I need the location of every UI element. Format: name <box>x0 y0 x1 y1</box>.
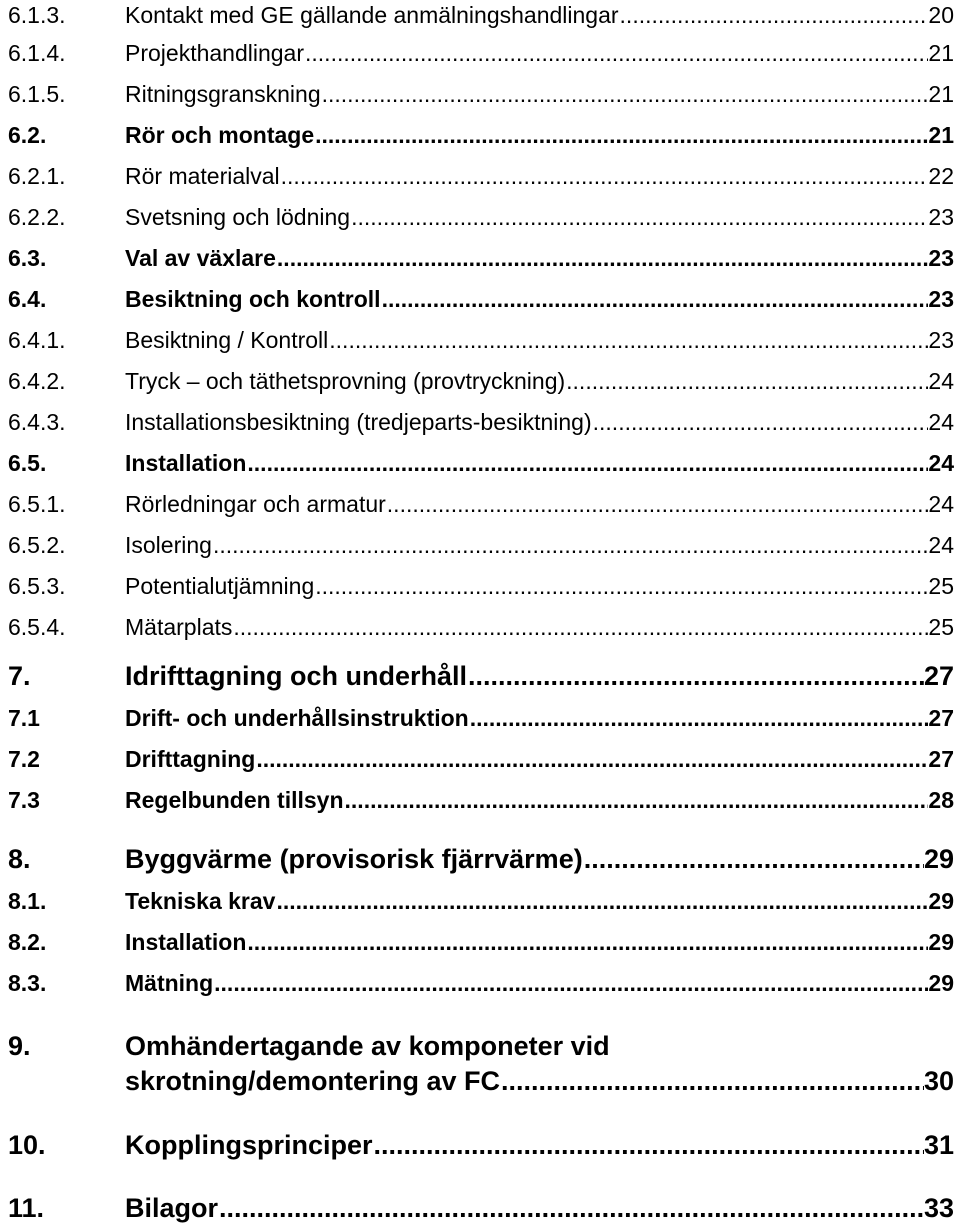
toc-entry[interactable] <box>8 115 954 156</box>
toc-dot-leader <box>321 74 929 115</box>
toc-entry-number: 6.5.3. <box>8 573 66 599</box>
toc-entry-number: 7. <box>8 661 31 691</box>
toc-entry-page: 27 <box>928 705 954 731</box>
toc-entry-title: Ritningsgranskning <box>125 81 321 107</box>
toc-entry-number: 8. <box>8 844 31 874</box>
toc-entry-number: 6.1.5. <box>8 81 66 107</box>
toc-entry[interactable] <box>8 922 954 963</box>
toc-entry-title: Tekniska krav <box>125 888 276 914</box>
toc-entry[interactable] <box>8 1188 954 1229</box>
toc-entry-title: Rör materialval <box>125 163 280 189</box>
toc-entry-page: 29 <box>928 888 954 914</box>
toc-entry[interactable] <box>8 197 954 238</box>
toc-dot-leader <box>255 739 928 780</box>
toc-dot-leader <box>467 656 924 697</box>
toc-dot-leader <box>314 566 928 607</box>
toc-entry[interactable] <box>8 656 954 697</box>
toc-entry-page: 33 <box>923 1193 954 1223</box>
toc-dot-leader <box>350 197 928 238</box>
toc-dot-leader <box>592 402 929 443</box>
toc-entry-page: 29 <box>928 929 954 955</box>
toc-entry-number: 6.1.4. <box>8 40 66 66</box>
toc-dot-leader <box>280 156 929 197</box>
toc-entry[interactable] <box>8 33 954 74</box>
toc-entry-number: 6.5. <box>8 450 47 476</box>
toc-entry-number: 8.1. <box>8 888 47 914</box>
toc-dot-leader <box>565 361 928 402</box>
toc-entry[interactable] <box>8 156 954 197</box>
toc-entry-page: 23 <box>928 286 954 312</box>
toc-entry-title: Potentialutjämning <box>125 573 315 599</box>
toc-dot-leader <box>276 238 928 279</box>
toc-dot-leader <box>246 443 928 484</box>
toc-entry-number: 8.2. <box>8 929 47 955</box>
toc-dot-leader <box>275 881 928 922</box>
toc-entry-number: 6.4.1. <box>8 327 66 353</box>
toc-entry-page: 25 <box>928 573 954 599</box>
toc-entry[interactable] <box>8 484 954 525</box>
toc-entry-number: 6.4.2. <box>8 368 66 394</box>
toc-entry-number: 10. <box>8 1130 46 1160</box>
toc-dot-leader <box>212 525 928 566</box>
toc-dot-leader <box>583 839 924 880</box>
toc-entry-number: 7.2 <box>8 746 40 772</box>
toc-entry[interactable] <box>8 607 954 648</box>
toc-entry[interactable] <box>8 279 954 320</box>
toc-entry-page: 27 <box>928 746 954 772</box>
toc-entry-number: 6.2.2. <box>8 204 66 230</box>
toc-entry-number: 6.3. <box>8 245 47 271</box>
toc-entry-title: Tryck – och täthetsprovning (provtryckning) <box>125 368 566 394</box>
toc-entry-page: 23 <box>928 245 954 271</box>
toc-dot-leader <box>500 1061 924 1102</box>
toc-dot-leader <box>246 922 928 963</box>
toc-entry-title: Isolering <box>125 532 212 558</box>
toc-entry[interactable] <box>8 361 954 402</box>
toc-dot-leader <box>386 484 929 525</box>
toc-entry[interactable] <box>8 1125 954 1166</box>
toc-entry-number: 6.4. <box>8 286 47 312</box>
toc-entry-page: 29 <box>928 970 954 996</box>
toc-entry-title: Mätning <box>125 970 214 996</box>
toc-dot-leader <box>328 320 928 361</box>
toc-entry-number: 11. <box>8 1193 45 1223</box>
toc-entry-title: Drifttagning <box>125 746 256 772</box>
toc-entry[interactable] <box>8 0 954 36</box>
toc-entry-title: Bilagor <box>125 1193 219 1223</box>
toc-entry-title: Byggvärme (provisorisk fjärrvärme) <box>125 844 583 874</box>
toc-entry-number: 6.1.3. <box>8 2 66 28</box>
toc-entry-number: 6.5.1. <box>8 491 66 517</box>
toc-entry-title: Besiktning / Kontroll <box>125 327 329 353</box>
toc-entry-page: 22 <box>928 163 954 189</box>
toc-entry-page: 21 <box>928 122 954 148</box>
toc-entry[interactable] <box>8 963 954 1004</box>
toc-entry-title: Rörledningar och armatur <box>125 491 386 517</box>
toc-entry-page: 29 <box>923 844 954 874</box>
toc-entry-number: 9. <box>8 1031 31 1061</box>
toc-dot-leader <box>304 33 928 74</box>
toc-entry-number: 7.3 <box>8 787 40 813</box>
toc-dot-leader <box>218 1188 924 1229</box>
toc-entry-number: 6.5.4. <box>8 614 66 640</box>
toc-dot-leader <box>381 279 929 320</box>
toc-entry-title: Idrifttagning och underhåll <box>125 661 467 691</box>
toc-entry[interactable] <box>8 74 954 115</box>
toc-entry-title-line1: Omhändertagande av komponeter vid <box>125 1031 610 1061</box>
toc-entry-title: Installationsbesiktning (tredjeparts-besiktning) <box>125 409 592 435</box>
toc-entry-page: 20 <box>928 2 954 28</box>
toc-entry-title: Besiktning och kontroll <box>125 286 381 312</box>
toc-dot-leader <box>469 698 929 739</box>
toc-entry-page: 24 <box>928 368 954 394</box>
toc-entry-page: 25 <box>928 614 954 640</box>
toc-entry-title: Installation <box>125 929 247 955</box>
toc-entry-title: Rör och montage <box>125 122 315 148</box>
toc-entry-number: 6.2.1. <box>8 163 66 189</box>
toc-entry-title-line2: skrotning/demontering av FC <box>125 1066 501 1096</box>
toc-entry[interactable] <box>8 839 954 880</box>
toc-dot-leader <box>232 607 928 648</box>
toc-dot-leader <box>619 0 929 36</box>
toc-dot-leader <box>344 780 929 821</box>
toc-entry[interactable] <box>8 739 954 780</box>
toc-entry-number: 6.2. <box>8 122 47 148</box>
toc-entry-title: Svetsning och lödning <box>125 204 351 230</box>
toc-entry-page: 24 <box>928 532 954 558</box>
toc-entry-continuation[interactable] <box>8 1061 954 1102</box>
toc-dot-leader <box>314 115 928 156</box>
toc-entry-title: Kontakt med GE gällande anmälningshandlingar <box>125 2 619 28</box>
toc-entry-page: 21 <box>928 40 954 66</box>
toc-entry-number: 6.5.2. <box>8 532 66 558</box>
toc-entry-title: Mätarplats <box>125 614 233 640</box>
toc-entry-number: 7.1 <box>8 705 40 731</box>
toc-entry[interactable] <box>8 402 954 443</box>
toc-entry-title: Val av växlare <box>125 245 276 271</box>
toc-entry-page: 27 <box>923 661 954 691</box>
toc-entry[interactable] <box>8 566 954 607</box>
toc-entry-number: 6.4.3. <box>8 409 66 435</box>
toc-entry-page: 31 <box>923 1130 954 1160</box>
toc-entry[interactable] <box>8 698 954 739</box>
toc-entry-page: 23 <box>928 204 954 230</box>
toc-entry-page: 24 <box>928 409 954 435</box>
toc-entry[interactable] <box>8 443 954 484</box>
toc-dot-leader <box>373 1125 924 1166</box>
toc-dot-leader <box>213 963 928 1004</box>
toc-entry[interactable] <box>8 238 954 279</box>
toc-entry-page: 30 <box>923 1066 954 1096</box>
toc-entry-title: Installation <box>125 450 247 476</box>
toc-entry-title: Drift- och underhållsinstruktion <box>125 705 469 731</box>
toc-entry-number: 8.3. <box>8 970 47 996</box>
toc-entry[interactable] <box>8 525 954 566</box>
toc-entry-title: Regelbunden tillsyn <box>125 787 344 813</box>
toc-entry[interactable] <box>8 780 954 821</box>
toc-entry-page: 21 <box>928 81 954 107</box>
toc-entry[interactable] <box>8 881 954 922</box>
toc-entry[interactable] <box>8 320 954 361</box>
toc-entry-page: 24 <box>928 450 954 476</box>
toc-entry-page: 24 <box>928 491 954 517</box>
toc-entry-page: 23 <box>928 327 954 353</box>
toc-entry-page: 28 <box>928 787 954 813</box>
toc-entry-title: Kopplingsprinciper <box>125 1130 373 1160</box>
toc-entry-title: Projekthandlingar <box>125 40 305 66</box>
